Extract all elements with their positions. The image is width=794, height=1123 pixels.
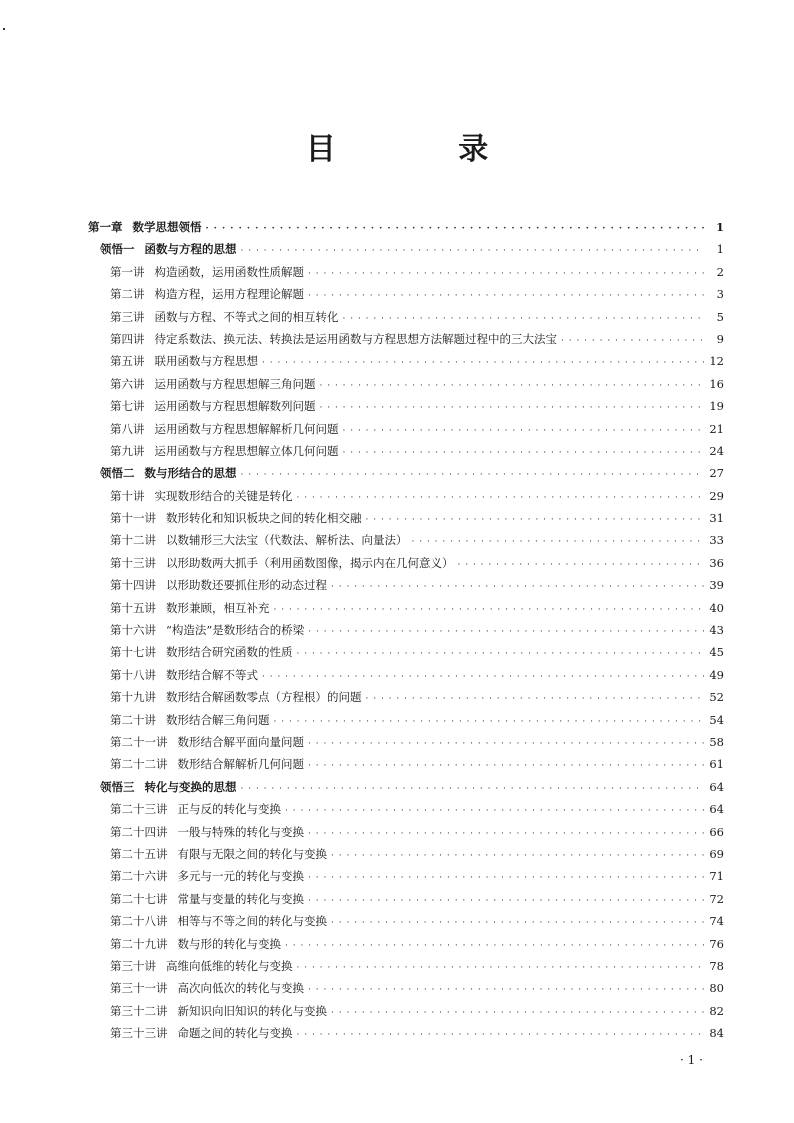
toc-entry-number: 第十二讲 [110, 533, 156, 548]
page-title: 目 录 [305, 132, 545, 167]
toc-page-number: 64 [709, 779, 724, 794]
toc-page-number: 9 [716, 331, 724, 346]
toc-entry-title: 构造函数，运用函数性质解题 [154, 264, 304, 279]
toc-entry-number: 第二十二讲 [110, 757, 168, 772]
toc-entry-number: 第六讲 [110, 376, 145, 391]
toc-leader-dots [297, 645, 705, 661]
toc-leader-dots [262, 668, 704, 684]
toc-lecture [88, 645, 724, 667]
toc-entry-title: 高次向低次的转化与变换 [177, 981, 304, 996]
toc-leader-dots [297, 1026, 705, 1042]
toc-section [88, 780, 724, 802]
toc-entry-title: 数形结合解解析几何问题 [177, 757, 304, 772]
toc-entry-title: 以形助数还要抓住形的动态过程 [166, 578, 327, 593]
toc-entry-title: 以数辅形三大法宝（代数法、解析法、向量法） [166, 533, 408, 548]
toc-page-number: 54 [709, 712, 724, 727]
toc-page-number: 84 [709, 1026, 724, 1041]
toc-section [88, 242, 724, 264]
toc-entry-number: 第三十一讲 [110, 981, 168, 996]
toc-entry-label [110, 690, 366, 704]
toc-leader-dots [366, 690, 705, 706]
toc-entry-number: 领悟二 [100, 466, 135, 481]
toc-page-number: 33 [709, 533, 724, 548]
toc-lecture [88, 892, 724, 914]
toc-lecture [88, 713, 724, 735]
toc-page-number: 64 [709, 802, 724, 817]
toc-page-number: 69 [709, 846, 724, 861]
toc-entry-label [110, 869, 308, 883]
toc-leader-dots [412, 533, 705, 549]
toc-lecture [88, 668, 724, 690]
toc-entry-number: 第二讲 [110, 287, 145, 302]
toc-entry-title: 以形助数两大抓手（利用函数图像，揭示内在几何意义） [166, 555, 454, 570]
toc-entry-label [100, 466, 241, 480]
toc-entry-label [110, 735, 308, 749]
toc-page-number: 24 [709, 443, 724, 458]
toc-entry-number: 第二十讲 [110, 712, 156, 727]
toc-lecture [88, 489, 724, 511]
toc-entry-number: 第十三讲 [110, 555, 156, 570]
toc-leader-dots [331, 847, 704, 863]
toc-entry-title: 数与形结合的思想 [144, 466, 237, 481]
toc-entry-label [110, 578, 331, 592]
toc-entry-number: 第二十五讲 [110, 846, 168, 861]
toc-entry-label [110, 1004, 331, 1018]
toc-lecture [88, 511, 724, 533]
toc-leader-dots [285, 802, 704, 818]
toc-entry-title: 数学思想领悟 [132, 220, 202, 234]
toc-leader-dots [308, 825, 704, 841]
toc-entry-title: 待定系数法、换元法、转换法是运用函数与方程思想方法解题过程中的三大法宝 [154, 331, 557, 346]
toc-leader-dots [320, 377, 705, 393]
toc-entry-number: 第三十三讲 [110, 1026, 168, 1041]
toc-leader-dots [331, 578, 704, 594]
toc-lecture [88, 377, 724, 399]
toc-page-number: 71 [709, 869, 724, 884]
toc-leader-dots [561, 332, 704, 348]
toc-leader-dots [343, 444, 705, 460]
toc-lecture [88, 533, 724, 555]
toc-leader-dots [297, 959, 705, 975]
toc-entry-title: 数形结合研究函数的性质 [166, 645, 293, 660]
toc-leader-dots [262, 354, 704, 370]
toc-leader-dots [331, 914, 704, 930]
toc-page-number: 12 [709, 354, 724, 369]
toc-lecture [88, 601, 724, 623]
toc-lecture [88, 310, 724, 332]
toc-entry-label [110, 377, 320, 391]
toc-entry-title: 常量与变量的转化与变换 [177, 891, 304, 906]
toc-entry-number: 第三十讲 [110, 958, 156, 973]
toc-entry-label [110, 645, 297, 659]
toc-entry-title: 多元与一元的转化与变换 [177, 869, 304, 884]
toc-entry-number: 第三十二讲 [110, 1003, 168, 1018]
toc-entry-label [110, 623, 308, 637]
toc-entry-label [110, 1026, 297, 1040]
toc-entry-number: 第十六讲 [110, 623, 156, 638]
toc-leader-dots [308, 757, 704, 773]
toc-lecture [88, 399, 724, 421]
toc-lecture [88, 869, 724, 891]
toc-entry-number: 领悟三 [100, 779, 135, 794]
toc-lecture [88, 847, 724, 869]
toc-entry-label [110, 601, 274, 615]
toc-leader-dots [366, 511, 705, 527]
toc-entry-label [110, 959, 297, 973]
toc-entry-title: 运用函数与方程思想解数列问题 [154, 399, 316, 414]
toc-lecture [88, 757, 724, 779]
toc-entry-number: 第十一讲 [110, 511, 156, 526]
toc-entry-number: 第二十一讲 [110, 734, 168, 749]
toc-leader-dots [241, 780, 705, 796]
toc-entry-title: 有限与无限之间的转化与变换 [177, 846, 327, 861]
toc-entry-number: 第七讲 [110, 399, 145, 414]
toc-lecture [88, 914, 724, 936]
toc-entry-label [110, 444, 343, 458]
toc-entry-title: 数形兼顾，相互补充 [166, 600, 270, 615]
toc-lecture [88, 1026, 724, 1048]
toc-lecture [88, 959, 724, 981]
toc-entry-label [110, 399, 320, 413]
toc-page-number: 61 [709, 757, 724, 772]
toc-page-number: 74 [709, 914, 724, 929]
toc-page-number: 40 [709, 600, 724, 615]
toc-leader-dots [320, 399, 705, 415]
toc-leader-dots [331, 1004, 704, 1020]
toc-entry-number: 领悟一 [100, 242, 135, 257]
toc-page-number: 80 [709, 981, 724, 996]
toc-entry-title: 数与形的转化与变换 [177, 936, 281, 951]
toc-entry-title: 命题之间的转化与变换 [177, 1026, 293, 1041]
toc-entry-number: 第二十六讲 [110, 869, 168, 884]
toc-page-number: 78 [709, 958, 724, 973]
toc-entry-label [110, 489, 297, 503]
toc-leader-dots [343, 422, 705, 438]
toc-entry-title: 实现数形结合的关键是转化 [154, 488, 293, 503]
toc-entry-label [110, 757, 308, 771]
toc-entry-number: 第十五讲 [110, 600, 156, 615]
toc-page-number: 31 [709, 511, 724, 526]
toc-leader-dots [285, 937, 704, 953]
toc-entry-title: 函数与方程的思想 [144, 242, 237, 257]
toc-lecture [88, 265, 724, 287]
toc-entry-title: 数形结合解三角问题 [166, 712, 270, 727]
toc-entry-title: 新知识向旧知识的转化与变换 [177, 1003, 327, 1018]
toc-leader-dots [241, 466, 705, 482]
toc-page-number: 21 [709, 421, 724, 436]
toc-entry-label [110, 265, 308, 279]
toc-leader-dots [308, 623, 704, 639]
toc-lecture [88, 354, 724, 376]
toc-entry-title: “构造法”是数形结合的桥梁 [166, 623, 305, 638]
toc-page-number: 1 [715, 220, 724, 234]
toc-entry-title: 一般与特殊的转化与变换 [177, 824, 304, 839]
toc-entry-title: 转化与变换的思想 [144, 779, 237, 794]
toc-entry-label [110, 332, 561, 346]
toc-entry-label [110, 511, 366, 525]
toc-entry-label [100, 242, 241, 256]
toc-page-number: 1 [716, 242, 724, 257]
toc-chapter [88, 220, 724, 242]
toc-lecture [88, 444, 724, 466]
toc-entry-label [110, 914, 331, 928]
toc-lecture [88, 1004, 724, 1026]
toc-entry-label [110, 422, 343, 436]
toc-entry-number: 第二十四讲 [110, 824, 168, 839]
toc-entry-title: 数形结合解函数零点（方程根）的问题 [166, 690, 362, 705]
toc-lecture [88, 802, 724, 824]
scan-speck [3, 28, 5, 30]
toc-leader-dots [308, 735, 704, 751]
toc-entry-label [110, 310, 343, 324]
toc-page-number: 29 [709, 488, 724, 503]
toc-leader-dots [241, 242, 705, 258]
toc-entry-label [110, 825, 308, 839]
toc-page-number: 45 [709, 645, 724, 660]
toc-entry-title: 数形结合解平面向量问题 [177, 734, 304, 749]
toc-entry-number: 第二十九讲 [110, 936, 168, 951]
toc-section [88, 466, 724, 488]
toc-entry-label [88, 220, 206, 234]
toc-page-number: 66 [709, 824, 724, 839]
toc-entry-number: 第二十三讲 [110, 802, 168, 817]
toc-entry-title: 运用函数与方程思想解立体几何问题 [154, 443, 339, 458]
toc-page-number: 3 [716, 287, 724, 302]
toc-leader-dots [308, 265, 704, 281]
table-of-contents [88, 220, 724, 1048]
toc-entry-label [110, 533, 412, 547]
toc-entry-number: 第十讲 [110, 488, 145, 503]
toc-leader-dots [274, 601, 705, 617]
toc-entry-label [100, 780, 241, 794]
toc-entry-label [110, 981, 308, 995]
toc-leader-dots [308, 869, 704, 885]
toc-leader-dots [206, 220, 705, 236]
toc-leader-dots [343, 310, 705, 326]
toc-leader-dots [308, 287, 704, 303]
toc-page-number: 5 [716, 309, 724, 324]
toc-entry-number: 第五讲 [110, 354, 145, 369]
toc-leader-dots [297, 489, 705, 505]
toc-entry-label [110, 354, 262, 368]
toc-entry-number: 第三讲 [110, 309, 145, 324]
toc-lecture [88, 556, 724, 578]
toc-entry-number: 第十九讲 [110, 690, 156, 705]
toc-page-number: 76 [709, 936, 724, 951]
toc-entry-title: 函数与方程、不等式之间的相互转化 [154, 309, 339, 324]
toc-leader-dots [308, 981, 704, 997]
toc-entry-label [110, 668, 262, 682]
toc-entry-number: 第九讲 [110, 443, 145, 458]
toc-page-number: 52 [709, 690, 724, 705]
toc-entry-title: 构造方程，运用方程理论解题 [154, 287, 304, 302]
toc-page-number: 58 [709, 734, 724, 749]
toc-entry-title: 联用函数与方程思想 [154, 354, 258, 369]
toc-page-number: 49 [709, 667, 724, 682]
toc-entry-number: 第一讲 [110, 264, 145, 279]
toc-leader-dots [458, 556, 705, 572]
toc-page-number: 39 [709, 578, 724, 593]
toc-entry-label [110, 937, 285, 951]
toc-page-number: 16 [709, 376, 724, 391]
toc-page-number: 82 [709, 1003, 724, 1018]
toc-entry-number: 第十七讲 [110, 645, 156, 660]
toc-entry-title: 相等与不等之间的转化与变换 [177, 914, 327, 929]
toc-lecture [88, 578, 724, 600]
toc-lecture [88, 623, 724, 645]
toc-entry-number: 第二十七讲 [110, 891, 168, 906]
toc-entry-title: 运用函数与方程思想解解析几何问题 [154, 421, 339, 436]
toc-entry-number: 第二十八讲 [110, 914, 168, 929]
toc-entry-title: 高维向低维的转化与变换 [166, 958, 293, 973]
toc-entry-number: 第八讲 [110, 421, 145, 436]
toc-leader-dots [308, 892, 704, 908]
toc-lecture [88, 825, 724, 847]
toc-lecture [88, 332, 724, 354]
toc-entry-label [110, 287, 308, 301]
toc-lecture [88, 690, 724, 712]
toc-entry-label [110, 556, 458, 570]
toc-lecture [88, 735, 724, 757]
toc-entry-label [110, 892, 308, 906]
toc-entry-label [110, 847, 331, 861]
toc-page-number: 19 [709, 399, 724, 414]
toc-page-number: 2 [716, 264, 724, 279]
toc-page-number: 36 [709, 555, 724, 570]
toc-entry-label [110, 713, 274, 727]
toc-lecture [88, 937, 724, 959]
toc-page-number: 43 [709, 623, 724, 638]
toc-entry-number: 第十八讲 [110, 667, 156, 682]
toc-entry-title: 运用函数与方程思想解三角问题 [154, 376, 316, 391]
toc-lecture [88, 981, 724, 1003]
toc-entry-title: 正与反的转化与变换 [177, 802, 281, 817]
toc-entry-title: 数形结合解不等式 [166, 667, 258, 682]
toc-entry-number: 第一章 [88, 220, 123, 234]
toc-entry-title: 数形转化和知识板块之间的转化相交融 [166, 511, 362, 526]
page-number: · 1 · [680, 1053, 703, 1067]
toc-leader-dots [274, 713, 705, 729]
toc-entry-number: 第四讲 [110, 331, 145, 346]
toc-lecture [88, 422, 724, 444]
toc-page-number: 27 [709, 466, 724, 481]
toc-page-number: 72 [709, 891, 724, 906]
toc-lecture [88, 287, 724, 309]
toc-entry-label [110, 802, 285, 816]
toc-entry-number: 第十四讲 [110, 578, 156, 593]
